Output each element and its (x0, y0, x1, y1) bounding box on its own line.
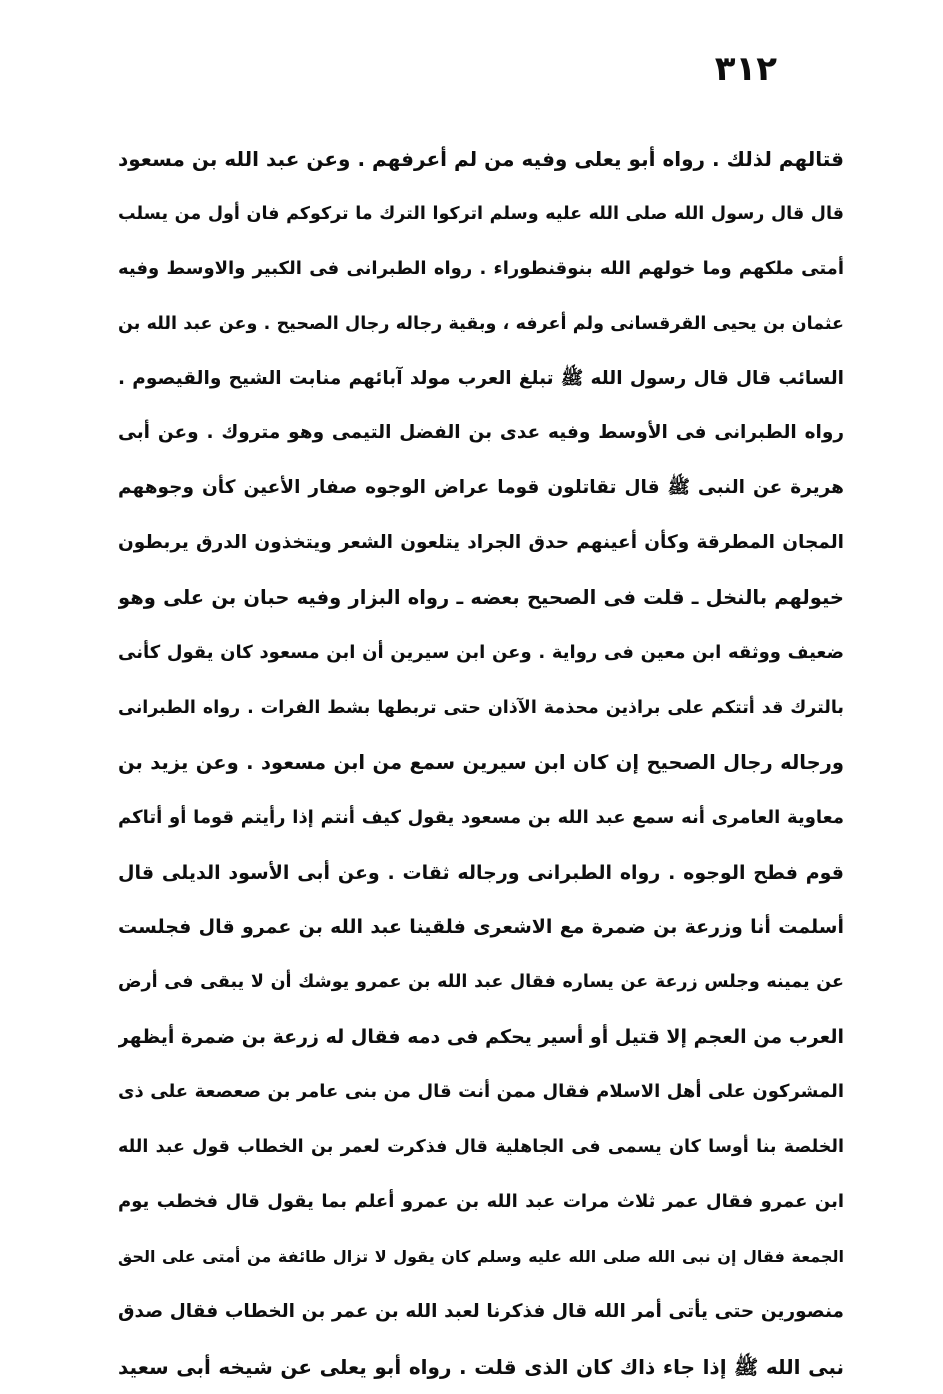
body-text (118, 132, 844, 1394)
text-line: أسلمت أنا وزرعة بن ضمرة مع الاشعرى فلقينا عبد الله بن عمرو قال فجلست (118, 916, 844, 939)
text-line: قتالهم لذلك . رواه أبو يعلى وفيه من لم أعرفهم . وعن عبد الله بن مسعود (118, 147, 844, 171)
text-line: معاوية العامرى أنه سمع عبد الله بن مسعود يقول كيف أنتم إذا رأيتم قوما أو أتاكم (118, 806, 844, 828)
text-line: رواه الطبرانى فى الأوسط وفيه عدى بن الفضل التيمى وهو متروك . وعن أبى (118, 422, 844, 444)
text-line: المجان المطرقة وكأن أعينهم حدق الجراد يتلعون الشعر ويتخذون الدرق يربطون (118, 532, 844, 554)
text-line: هريرة عن النبى ﷺ قال تقاتلون قوما عراض الوجوه صفار الأعين كأن وجوههم (118, 477, 844, 499)
text-line: أمتى ملكهم وما خولهم الله بنوقنطوراء . رواه الطبرانى فى الكبير والاوسط وفيه (118, 257, 844, 279)
text-line: منصورين حتى يأتى أمر الله قال فذكرنا لعبد الله بن عمر بن الخطاب فقال صدق (118, 1300, 844, 1322)
text-line: عثمان بن يحيى القرقسانى ولم أعرفه ، وبقية رجاله رجال الصحيح . وعن عبد الله بن (118, 313, 844, 334)
text-line: ضعيف ووثقه ابن معين فى رواية . وعن ابن سيرين أن ابن مسعود كان يقول كأنى (118, 642, 844, 664)
text-line: بالترك قد أتتكم على براذين محذمة الآذان حتى تربطها بشط الفرات . رواه الطبرانى (118, 697, 844, 718)
text-line: السائب قال قال رسول الله ﷺ تبلغ العرب مولد آبائهم منابت الشيح والقيصوم . (118, 367, 844, 389)
page-number: ٣١٢ (714, 49, 777, 89)
text-line: عن يمينه وجلس زرعة عن يساره فقال عبد الله بن عمرو يوشك أن لا يبقى فى أرض (118, 972, 844, 993)
text-line: المشركون على أهل الاسلام فقال ممن أنت قال من بنى عامر بن صعصعة على ذى (118, 1081, 844, 1103)
text-line: قال قال رسول الله صلى الله عليه وسلم اتركوا الترك ما تركوكم فان أول من يسلب (118, 203, 844, 224)
text-line: الخلصة بنا أوسا كان يسمى فى الجاهلية قال فذكرت لعمر بن الخطاب قول عبد الله (118, 1137, 844, 1158)
text-line: ورجاله رجال الصحيح إن كان ابن سيرين سمع من ابن مسعود . وعن يزيد بن (118, 750, 844, 774)
text-line: خيولهم بالنخل ـ قلت فى الصحيح بعضه ـ رواه البزار وفيه حبان بن على وهو (118, 586, 844, 610)
text-line: ابن عمرو فقال عمر ثلاث مرات عبد الله بن عمرو أعلم بما يقول قال فخطب يوم (118, 1190, 844, 1212)
text-line: قوم فطح الوجوه . رواه الطبرانى ورجاله ثقات . وعن أبى الأسود الديلى قال (118, 861, 844, 884)
text-line: العرب من العجم إلا قتيل أو أسير يحكم فى دمه فقال له زرعة بن ضمرة أيظهر (118, 1026, 844, 1049)
text-line: الجمعة فقال إن نبى الله صلى الله عليه وسلم كان يقول لا تزال طائفة من أمتى على الحق (118, 1246, 844, 1266)
text-line: نبى الله ﷺ إذا جاء ذاك كان الذى قلت . رواه أبو يعلى عن شيخه أبى سعيد (118, 1354, 844, 1379)
